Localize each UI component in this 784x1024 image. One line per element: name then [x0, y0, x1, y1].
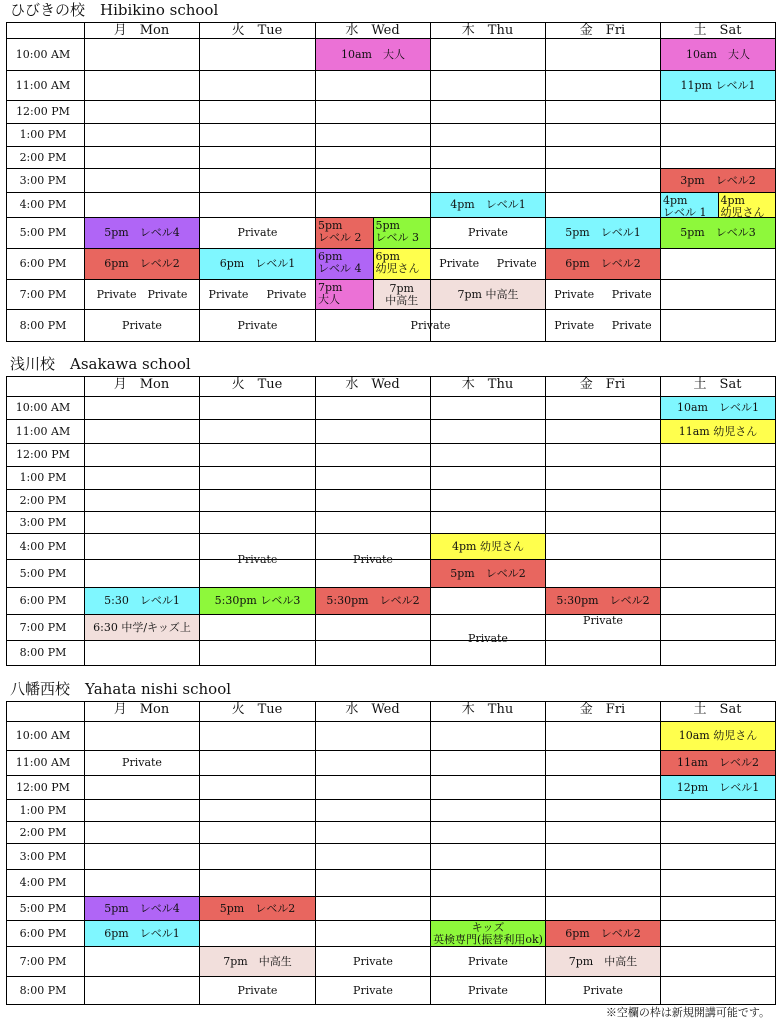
time-label: 2:00 PM [19, 150, 67, 164]
class-slot: Private [353, 553, 393, 566]
class-slot: 10am 大人 [315, 38, 431, 71]
class-slot: Private [468, 983, 508, 997]
class-slot: 5pm レベル2 [430, 559, 546, 588]
class-slot: 6:30 中学/キッズ上 [84, 614, 200, 641]
class-slot: 5:30pm レベル3 [199, 587, 316, 615]
time-label: 1:00 PM [19, 471, 67, 484]
time-label: 10:00 AM [15, 47, 71, 61]
class-slot: 7pm 中高生 [545, 946, 661, 977]
time-label: 8:00 PM [19, 646, 67, 659]
class-slot: Private [353, 954, 393, 968]
time-label: 8:00 PM [19, 983, 67, 997]
time-label: 6:00 PM [19, 594, 67, 607]
class-slot: 10am 幼児さん [660, 721, 776, 751]
day-header: 水 Wed [345, 23, 400, 38]
time-label: 2:00 PM [19, 493, 67, 507]
class-slot: 5:30pm レベル2 [545, 587, 661, 615]
time-label: 3:00 PM [19, 849, 67, 863]
grid-line [315, 376, 316, 666]
class-slot: 6pm レベル 4 [315, 248, 374, 280]
day-header: 水 Wed [345, 702, 400, 717]
class-slot: 10am レベル1 [660, 396, 776, 420]
day-header: 火 Tue [231, 702, 283, 717]
class-slot: 5pm レベル4 [84, 217, 200, 249]
class-slot: Private [353, 983, 393, 997]
time-label: 11:00 AM [15, 78, 71, 92]
class-slot: Private [583, 983, 623, 997]
time-label: 5:00 PM [19, 901, 67, 915]
time-label: 4:00 PM [19, 198, 67, 211]
class-slot: Private [237, 553, 278, 566]
class-slot: Private [237, 226, 278, 239]
class-slot: 12pm レベル1 [660, 775, 776, 800]
day-header: 月 Mon [113, 23, 170, 38]
day-header: 金 Fri [579, 23, 626, 38]
time-label: 2:00 PM [19, 825, 67, 839]
day-header: 金 Fri [579, 702, 626, 717]
class-slot: 6pm レベル2 [545, 920, 661, 947]
school-title: 浅川校 Asakawa school [10, 355, 191, 373]
time-label: 6:00 PM [19, 257, 67, 270]
time-label: 11:00 AM [15, 756, 71, 769]
class-slot: 6pm 幼児さん [373, 248, 432, 280]
class-slot: Private [496, 257, 537, 270]
time-label: 6:00 PM [19, 926, 67, 940]
class-slot: 6pm レベル2 [84, 248, 200, 280]
class-slot: 5pm レベル 3 [373, 217, 432, 249]
class-slot: 5pm レベル4 [84, 896, 200, 921]
school-title: ひびきの校 Hibikino school [10, 1, 219, 19]
time-label: 5:00 PM [19, 566, 67, 580]
time-label: 12:00 PM [16, 780, 70, 794]
time-label: 10:00 AM [15, 401, 71, 414]
class-slot: 4pm レベル1 [430, 192, 546, 218]
class-slot: Private [439, 257, 480, 270]
day-header: 木 Thu [461, 377, 514, 392]
time-label: 7:00 PM [19, 287, 67, 301]
class-slot: 5:30pm レベル2 [315, 587, 431, 615]
time-label: 11:00 AM [15, 424, 71, 438]
class-slot: 5pm レベル1 [545, 217, 661, 249]
grid-line [84, 701, 85, 1005]
class-slot: Private [468, 631, 508, 645]
class-slot: 11am レベル2 [660, 750, 776, 776]
class-slot: 6pm レベル1 [84, 920, 200, 947]
class-slot: Private [237, 318, 278, 332]
class-slot: 5pm レベル 2 [315, 217, 374, 249]
class-slot: 3pm レベル2 [660, 168, 776, 193]
time-label: 3:00 PM [19, 173, 67, 187]
time-label: 1:00 PM [19, 803, 67, 817]
day-header: 金 Fri [579, 377, 626, 392]
class-slot: Private [611, 287, 652, 301]
class-slot: Private [237, 983, 278, 997]
class-slot: Private Private [96, 287, 188, 301]
class-slot: 7pm 大人 [315, 279, 374, 310]
time-label: 1:00 PM [19, 128, 67, 141]
class-slot: 4pm 幼児さん [430, 533, 546, 560]
day-header: 土 Sat [693, 23, 742, 38]
day-header: 木 Thu [461, 702, 514, 717]
class-slot: Private [266, 287, 307, 301]
class-slot: 7pm 中高生 [373, 279, 432, 310]
time-label: 10:00 AM [15, 729, 71, 742]
time-label: 12:00 PM [16, 105, 70, 118]
class-slot: Private [410, 318, 451, 332]
class-slot: 7pm 中高生 [430, 279, 546, 310]
time-label: 7:00 PM [19, 954, 67, 968]
grid-line [6, 22, 7, 342]
class-slot: 7pm 中高生 [199, 946, 316, 977]
class-slot: 11pm レベル1 [660, 70, 776, 101]
class-slot: 4pm レベル 1 [660, 192, 719, 218]
class-slot: Private [554, 287, 595, 301]
time-label: 4:00 PM [19, 539, 67, 553]
class-slot: 11am 幼児さん [660, 419, 776, 444]
day-header: 月 Mon [113, 377, 170, 392]
class-slot: Private [554, 318, 595, 332]
grid-line [6, 701, 7, 1005]
day-header: 土 Sat [693, 702, 742, 717]
time-label: 5:00 PM [19, 226, 67, 239]
class-slot: 6pm レベル1 [199, 248, 316, 280]
class-slot: Private [122, 756, 162, 769]
time-label: 7:00 PM [19, 620, 67, 634]
day-header: 火 Tue [231, 23, 283, 38]
class-slot: 6pm レベル2 [545, 248, 661, 280]
class-slot: 5pm レベル3 [660, 217, 776, 249]
school-title: 八幡西校 Yahata nishi school [10, 680, 232, 698]
footnote: ※空欄の枠は新規開講可能です。 [605, 1006, 770, 1019]
class-slot: Private [208, 287, 249, 301]
day-header: 火 Tue [231, 377, 283, 392]
time-label: 3:00 PM [19, 515, 67, 529]
class-slot: 5:30 レベル1 [84, 587, 200, 615]
class-slot: Private [122, 318, 162, 332]
day-header: 水 Wed [345, 377, 400, 392]
time-label: 4:00 PM [19, 876, 67, 889]
time-label: 12:00 PM [16, 448, 70, 461]
time-label: 8:00 PM [19, 318, 67, 332]
day-header: 木 Thu [461, 23, 514, 38]
class-slot: Private [611, 318, 652, 332]
class-slot: Private [468, 954, 508, 968]
day-header: 土 Sat [693, 377, 742, 392]
class-slot: 5pm レベル2 [199, 896, 316, 921]
grid-line [6, 376, 7, 666]
class-slot: キッズ 英検専門(振替利用ok) [430, 920, 546, 947]
class-slot: Private [468, 226, 508, 239]
class-slot: Private [583, 613, 623, 627]
class-slot: 10am 大人 [660, 38, 776, 71]
class-slot: 4pm 幼児さん [718, 192, 777, 218]
day-header: 月 Mon [113, 702, 170, 717]
